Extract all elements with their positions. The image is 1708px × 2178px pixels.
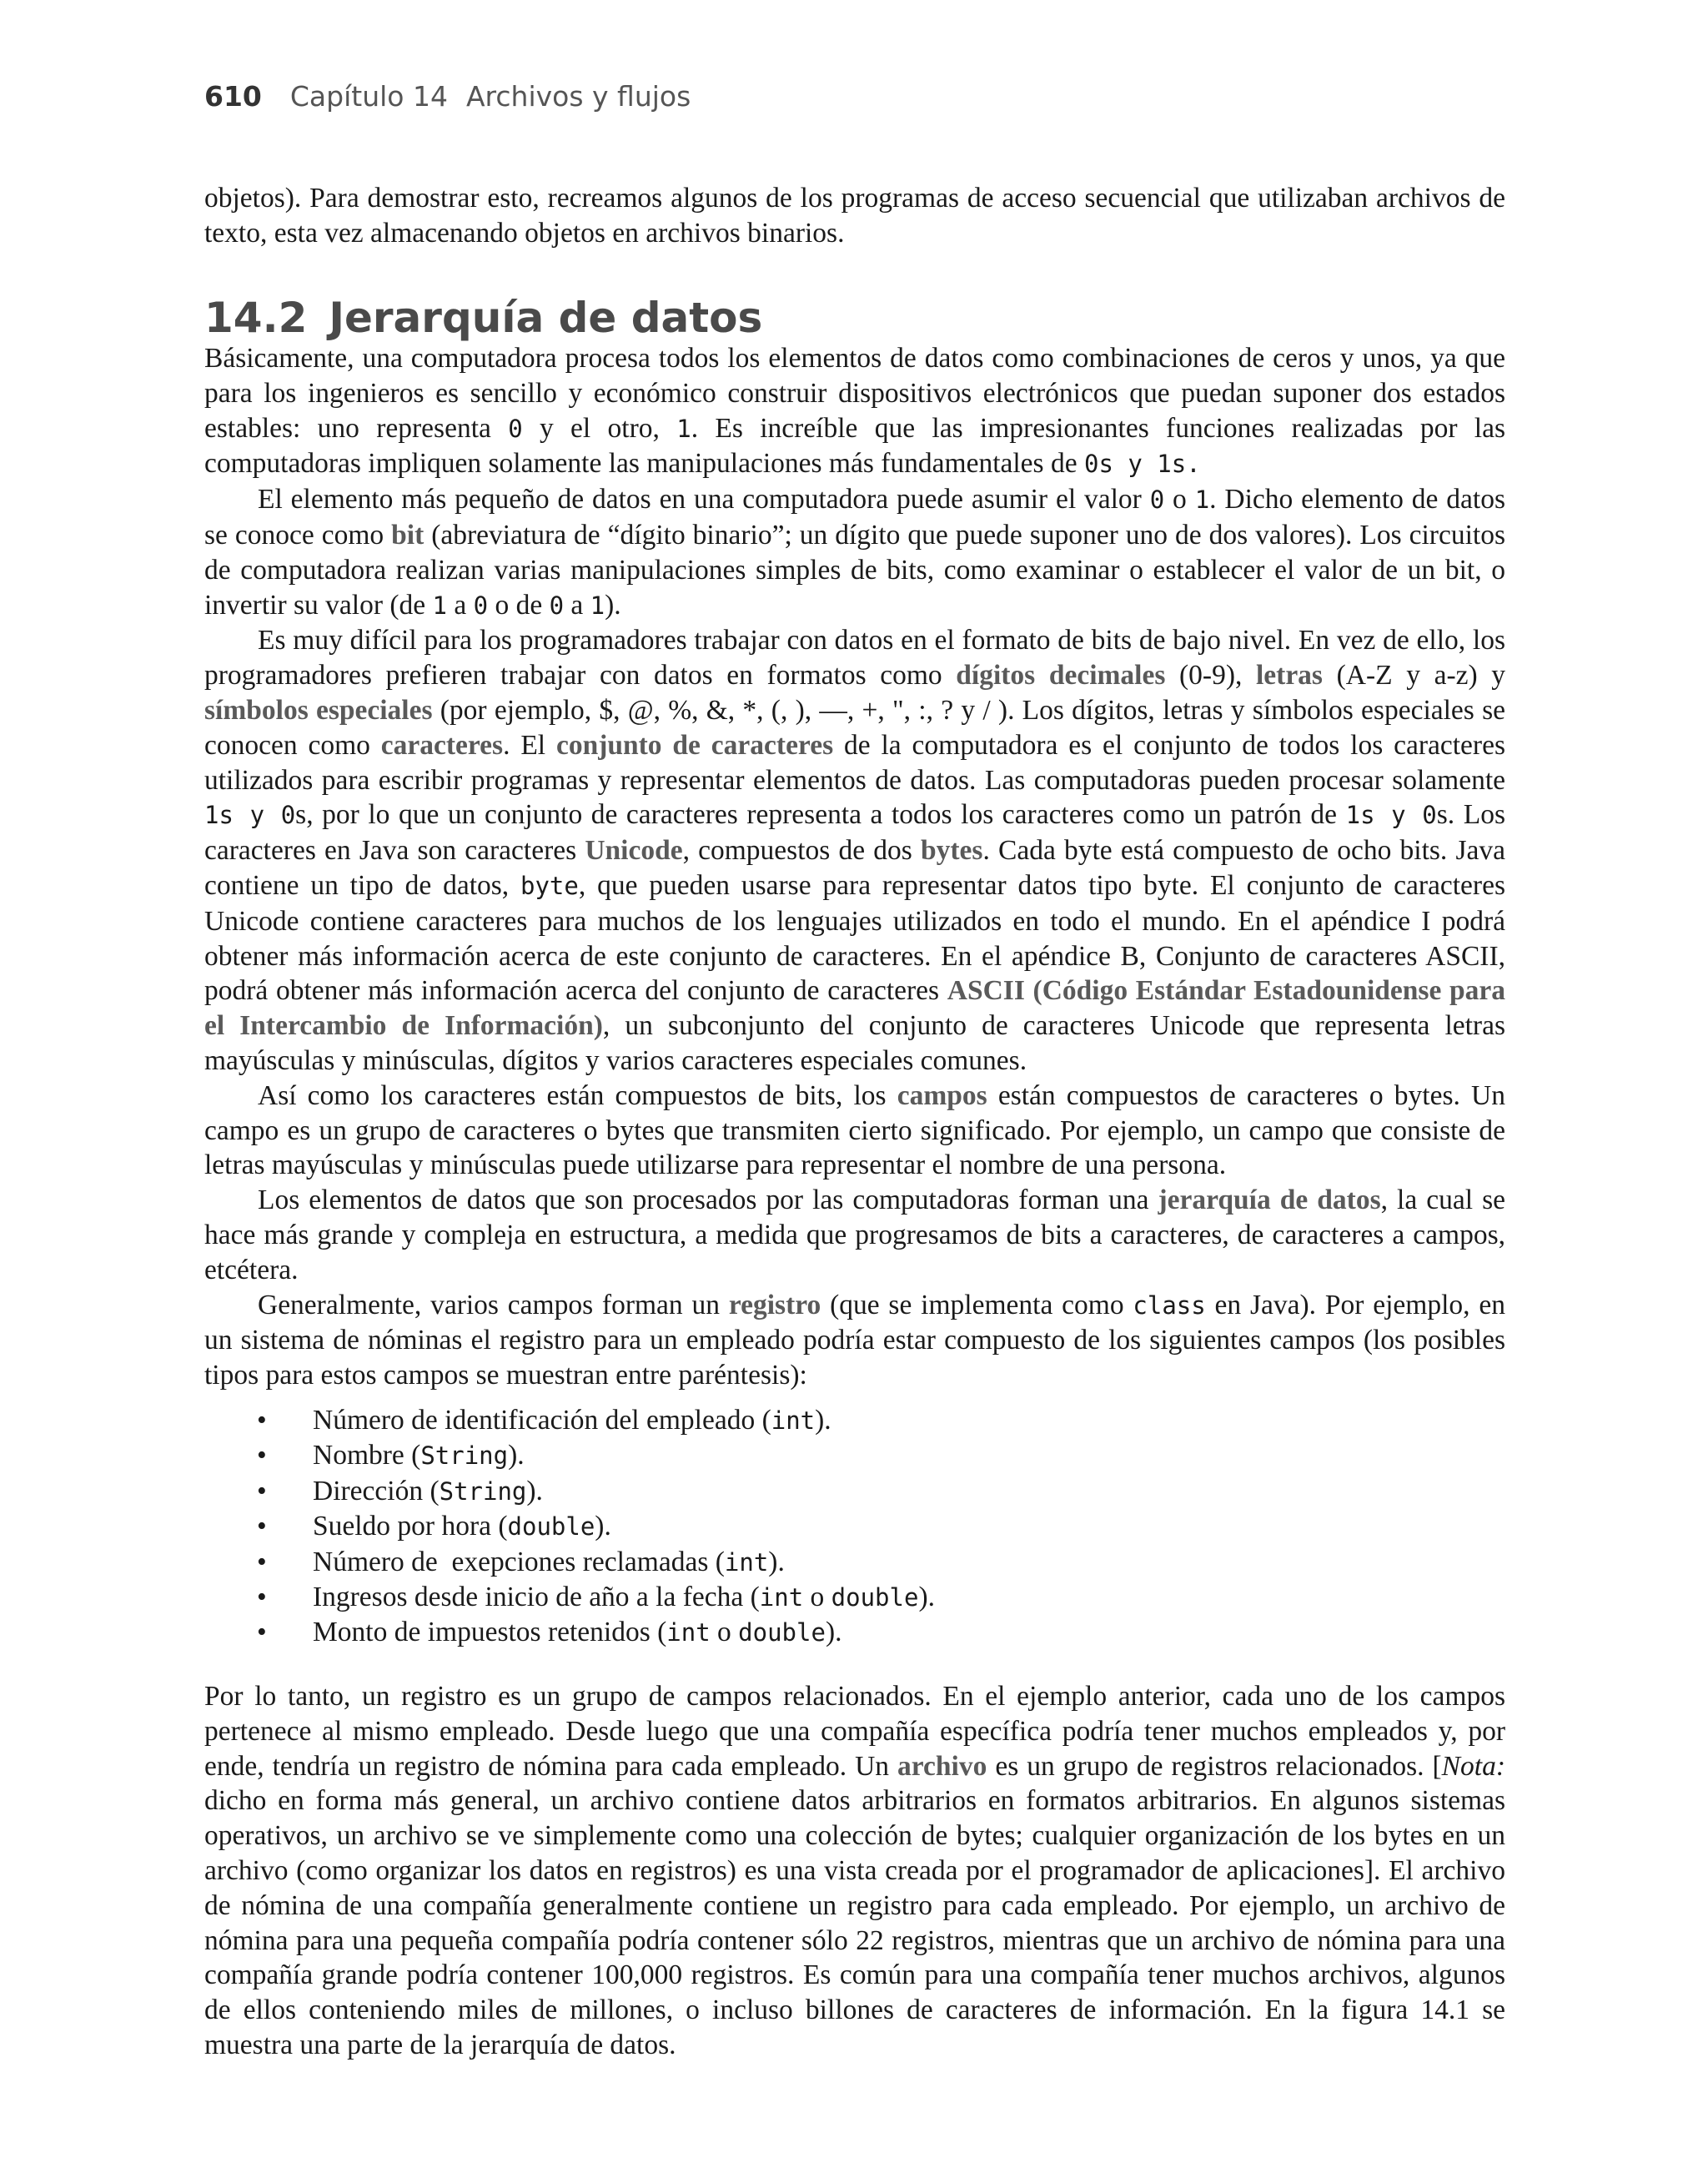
text-run: ). [768,1546,785,1577]
paragraph-5 [204,1183,1505,1287]
code-literal: byte [520,871,579,900]
code-literal: String [420,1441,509,1471]
text-run: ). [526,1475,543,1506]
text-run: ). [918,1582,935,1613]
key-term: registro [728,1289,821,1320]
code-literal: int [771,1406,816,1435]
key-term: caracteres [380,729,504,761]
text-run: a [564,589,590,621]
text-run: y el otro, [522,412,677,444]
code-literal: double [831,1583,919,1612]
list-item [250,1403,935,1438]
code-literal: 1 [432,591,447,620]
text-run: de la computadora es el conjunto de todos los caracteres utilizados para escribir programas y representar elementos de datos. Las computadoras pueden procesar solamente [204,729,1505,796]
text-run: a [446,589,474,621]
text-run: Nombre ( [313,1440,421,1471]
key-term: conjunto de caracteres [555,729,834,761]
code-literal: 1 [590,591,605,620]
code-literal: 1 [1345,801,1361,830]
text-run: s, por lo que un conjunto de caracteres representa a todos los caracteres como un patrón de [295,799,1346,831]
text-run: Básicamente, una computadora procesa todos los elementos de datos como combinaciones de ceros y unos, ya que para los ingenieros es sencillo y económico construir dispositivos electrónicos que puedan suponer dos estados estables: uno representa [204,343,1505,444]
key-term: símbolos especiales [204,694,433,726]
paragraph-4 [204,1079,1505,1183]
intro-paragraph-block [204,181,1505,251]
text-run: . Cada byte está compuesto de ocho bits. Java contiene un tipo de datos, [204,835,1505,901]
intro-paragraph: objetos). Para demostrar esto, recreamos algunos de los programas de acceso secuencial que utilizaban archivos de texto, esta vez almacenando objetos en archivos binarios. [204,183,1505,249]
paragraph-3 [204,623,1505,1078]
key-term: letras [1255,660,1323,692]
code-literal: 0 [473,591,489,620]
text-run: dicho en forma más general, un archivo contiene datos arbitrarios en formatos arbitrarios. En algunos sistemas operativos, un archivo se ve simplemente como una colección de bytes; cualquier organización de los bytes en un archivo (como organizar los datos en registros) es una vista creada por el programador de aplicaciones]. El archivo de nómina de una compañía generalmente contiene un registro para cada empleado. Por ejemplo, un archivo de nómina para una pequeña compañía podría contener sólo 22 registros, mientras que un archivo de nómina para una compañía grande podría contener 100,000 registros. Es común para una compañía tener muchos archivos, algunos de ellos conteniendo miles de millones, o incluso billones de caracteres de información. En la figura 14.1 se muestra una parte de la jerarquía de datos. [204,1785,1505,2060]
code-literal: 0 [1149,485,1165,515]
key-term: ASCII (Código Estándar Estadounidense para el Intercambio de Información) [204,975,1506,1042]
note-label: Nota: [1441,1750,1505,1782]
code-literal: class [1133,1290,1206,1320]
code-literal: String [439,1476,527,1506]
key-term: bytes [920,835,983,867]
text-run: Generalmente, varios campos forman un [258,1289,729,1320]
text-run: Número de exepciones reclamadas ( [313,1546,725,1577]
code-literal: 1 [1194,485,1210,515]
text-run: Los elementos de datos que son procesados por las computadoras forman una [258,1185,1158,1216]
text-run: Número de identificación del empleado ( [313,1405,771,1436]
paragraph-7 [204,1679,1505,2063]
list-item [250,1474,935,1509]
text-run: s y [1098,450,1158,479]
text-run: s y [219,801,281,830]
text-run: s. Los caracteres en Java son caracteres [204,799,1505,867]
text-run: o [803,1582,831,1613]
list-item [250,1615,935,1650]
list-item [250,1580,935,1615]
text-run: , un subconjunto del conjunto de caracteres Unicode que representa letras mayúsculas y minúsculas, dígitos y varios caracteres especiales comunes. [204,1010,1505,1076]
section-number: 14.2 [204,294,308,342]
text-run: , que pueden usarse para representar datos tipo byte. El conjunto de caracteres Unicode contiene caracteres para muchos de los lenguajes utilizados en todo el mundo. En el apéndice I podrá obtener más información acerca de este conjunto de caracteres. En el apéndice B, Conjunto de caracteres ASCII, podrá obtener más información acerca del conjunto de caracteres [204,869,1505,1007]
list-item [250,1545,935,1580]
text-run: Dirección ( [313,1475,440,1506]
list-item [250,1438,935,1473]
section-title: Jerarquía de datos [329,294,763,342]
code-literal: 0 [280,801,296,830]
text-run: , la cual se hace más grande y compleja en estructura, a medida que progresamos de bits a caracteres, de caracteres a campos, etcétera. [204,1185,1505,1285]
code-literal: 0 [549,591,565,620]
text-run: o de [488,589,550,621]
text-run: . Es increíble que las impresionantes funciones realizadas por las computadoras impliquen solamente las manipulaciones más fundamentales de [204,412,1506,480]
paragraph-2 [204,482,1505,623]
paragraph-1 [204,341,1505,482]
text-run: . Dicho elemento de datos se conoce como [204,484,1506,551]
key-term: campos [897,1079,987,1111]
text-run: es un grupo de registros relacionados. [ [987,1750,1442,1782]
key-term: bit [391,519,424,551]
text-run: en Java). Por ejemplo, en un sistema de nóminas el registro para un empleado podría estar compuesto de los siguientes campos (los posibles tipos para estos campos se muestran entre paréntesis): [204,1289,1505,1391]
text-run: Monto de impuestos retenidos ( [313,1617,667,1648]
chapter-label: Capítulo 14 [289,80,448,113]
code-literal: int [666,1618,711,1647]
text-run: Por lo tanto, un registro es un grupo de campos relacionados. En el ejemplo anterior, cada uno de los campos pertenece al mismo empleado. Desde luego que una compañía específica podría tener muchos empleados y, por ende, tendría un registro de nómina para cada empleado. Un [204,1681,1505,1782]
text-run: o [1164,484,1195,516]
code-literal: double [738,1618,826,1647]
list-item [250,1509,935,1544]
paragraph-6 [204,1288,1505,1393]
code-literal: double [507,1512,595,1542]
chapter-title: Archivos y flujos [465,80,691,113]
text-run: Sueldo por hora ( [313,1511,508,1542]
text-run: (por ejemplo, $, @, %, &, *, (, ), —, +, ", :, ? y / ). Los dígitos, letras y símbolos especiales se conocen como [204,694,1505,761]
running-head [204,80,691,113]
text-run: ). [815,1405,831,1436]
closing-text [204,1679,1505,2063]
text-run: El elemento más pequeño de datos en una computadora puede asumir el valor [258,484,1150,516]
code-literal: 1 [1157,450,1172,479]
text-run: ). [595,1511,611,1542]
page-number: 610 [204,80,262,113]
key-term: archivo [897,1750,987,1782]
field-list [250,1403,935,1651]
text-run: (A-Z y a-z) y [1322,660,1505,692]
text-run: Así como los caracteres están compuestos de bits, los [258,1079,897,1111]
code-literal: 0 [1422,801,1437,830]
code-literal: 1 [204,801,219,830]
text-run: (abreviatura de “dígito binario”; un dígito que puede suponer uno de dos valores). Los circuitos de computadora realizan varias manipulaciones simples de bits, como examinar o establecer el valor de un bit, o invertir su valor (de [204,519,1505,621]
text-run: Es muy difícil para los programadores trabajar con datos en el formato de bits de bajo nivel. En vez de ello, los programadores prefieren trabajar con datos en formatos como [204,625,1505,692]
text-run: (0-9), [1165,660,1256,692]
text-run: ). [825,1617,842,1648]
text-run: ). [605,589,621,621]
code-literal: int [759,1583,804,1612]
key-term: dígitos decimales [956,660,1166,692]
section-heading [204,293,762,343]
text-run: ). [508,1440,525,1471]
text-run: están compuestos de caracteres o bytes. Un campo es un grupo de caracteres o bytes que transmiten cierto significado. Por ejemplo, un campo que consiste de letras mayúsculas y minúsculas puede utilizarse para representar el nombre de una persona. [204,1079,1505,1181]
main-text [204,341,1505,1393]
text-run: (que se implementa como [821,1289,1133,1320]
key-term: Unicode [585,835,683,867]
code-literal: 0 [1083,450,1099,479]
text-run: Ingresos desde inicio de año a la fecha ( [313,1582,760,1613]
text-run: o [710,1617,739,1648]
code-literal: 1 [676,414,691,443]
key-term: jerarquía de datos [1158,1185,1381,1216]
code-literal: int [724,1547,769,1577]
text-run: s. [1171,450,1201,479]
text-run: . El [503,729,556,761]
code-literal: 0 [508,414,523,443]
text-run: , compuestos de dos [682,835,921,867]
text-run: s y [1360,801,1423,830]
